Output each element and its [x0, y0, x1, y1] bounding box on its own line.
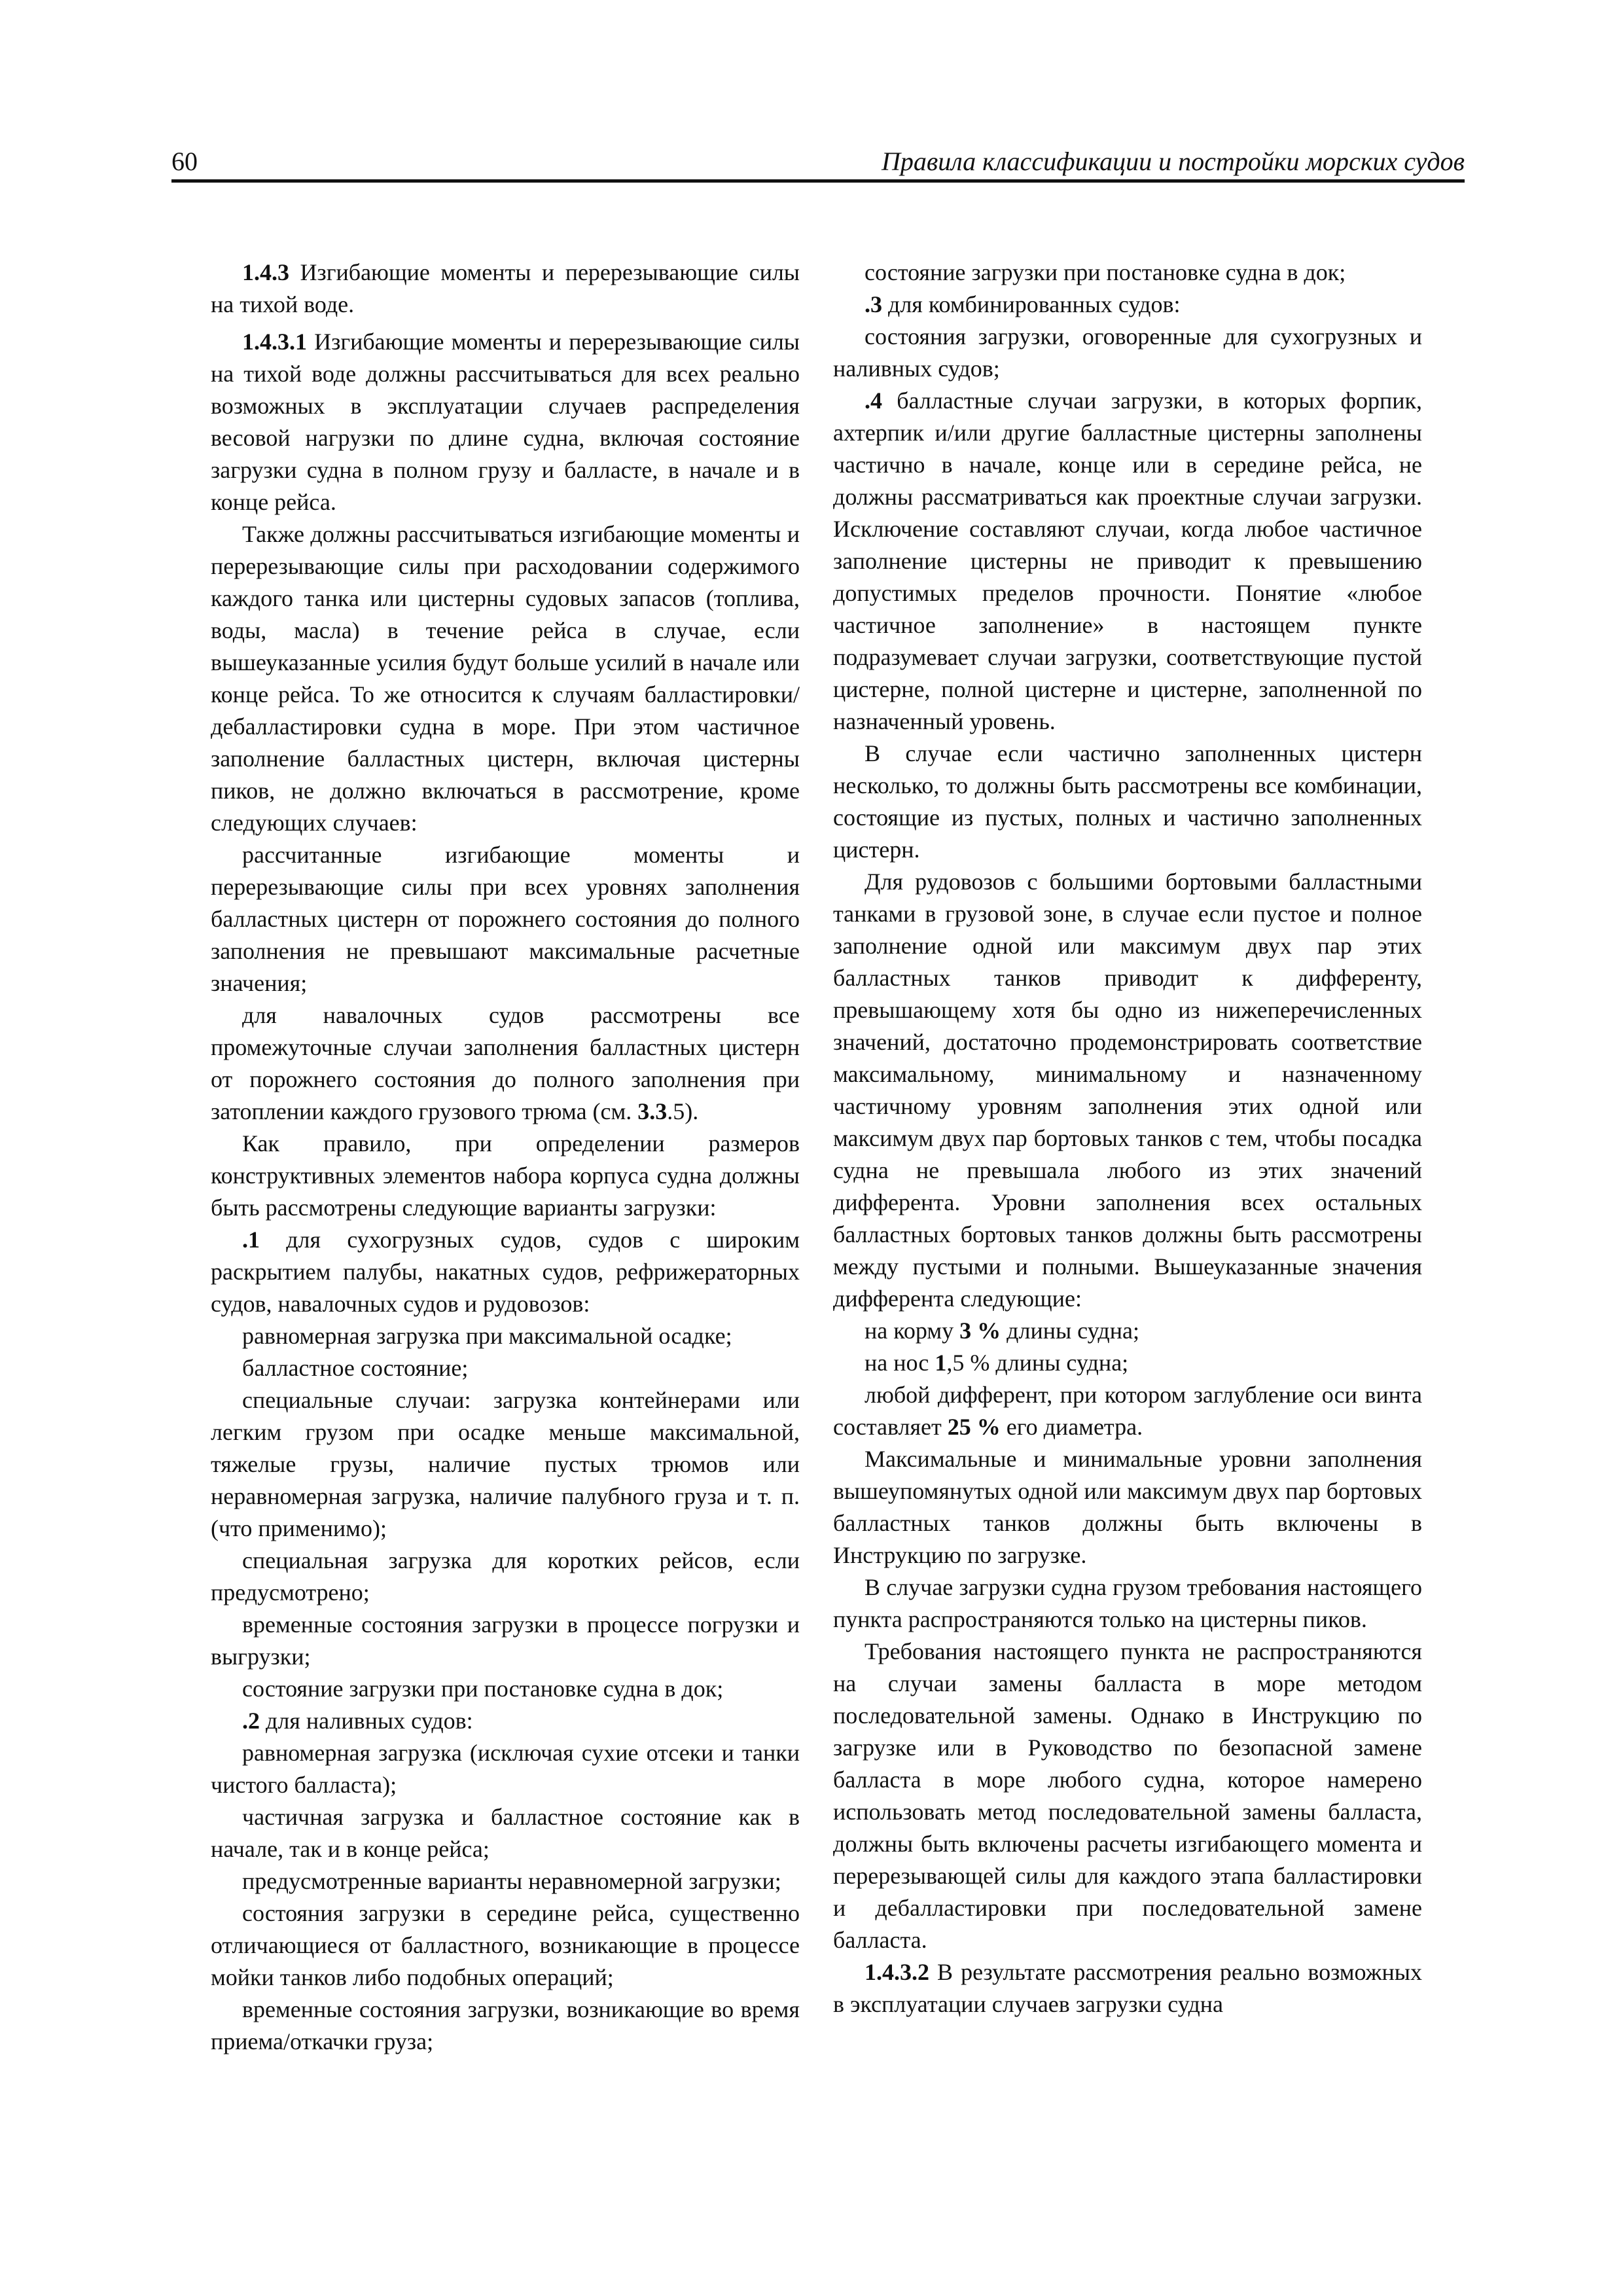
paragraph: для навалочных судов рассмотрены все промежуточные случаи заполнения балластных цистерн от порожнего состояния до полного заполнения при затоплении каждого грузового трюма (см. 3.3.5).: [211, 1002, 800, 1124]
trim-value-bow: на нос 1,5 % длины судна;: [865, 1350, 1129, 1376]
paragraph: временные состояния загрузки в процессе погрузки и выгрузки;: [211, 1611, 800, 1670]
paragraph: В случае загрузки судна грузом требования настоящего пункта распространяются только на цистерны пиков.: [833, 1574, 1422, 1632]
paragraph: В случае если частично заполненных цистерн несколько, то должны быть рассмотрены все комбинации, состоящие из пустых, полных и частично заполненных цистерн.: [833, 740, 1422, 863]
paragraph: частичная загрузка и балластное состояние как в начале, так и в конце рейса;: [211, 1804, 800, 1862]
paragraph: Как правило, при определении размеров конструктивных элементов набора корпуса судна должны быть рассмотрены следующие варианты загрузки:: [211, 1130, 800, 1221]
list-item-2: .2 для наливных судов:: [242, 1708, 473, 1734]
section-number: 1.4.3: [242, 259, 289, 285]
paragraph: специальная загрузка для коротких рейсов, если предусмотрено;: [211, 1547, 800, 1605]
section-number: 1.4.3.2: [865, 1959, 929, 1985]
item-number: .4: [865, 387, 882, 414]
list-item-4: .4 балластные случаи загрузки, в которых форпик, ахтерпик и/или другие балластные цистерны заполнены частично в начале, конце или в середине рейса, не должны рассматриваться как проектные случаи загрузки. Исключение составляют случаи, когда любое частичное заполнение цистерны не приводит к превышению допустимых пределов прочности. Понятие «любое частичное заполнение» в настоящем пункте подразумевает случаи загрузки, соответствующие пустой цистерне, полной цистерне и цистерне, заполненной по назначенный уровень.: [833, 387, 1422, 734]
paragraph: равномерная загрузка (исключая сухие отсеки и танки чистого балласта);: [211, 1740, 800, 1798]
paragraph: состояние загрузки при постановке судна в док;: [242, 1676, 724, 1702]
item-number: .2: [242, 1708, 260, 1734]
item-number: .1: [242, 1227, 260, 1253]
paragraph: предусмотренные варианты неравномерной загрузки;: [242, 1868, 781, 1894]
section-title: Изгибающие моменты и перерезывающие силы на тихой воде.: [211, 259, 800, 317]
paragraph: временные состояния загрузки, возникающие во время приема/откачки груза;: [211, 1996, 800, 2054]
paragraph-text: Изгибающие моменты и перерезывающие силы на тихой воде должны рассчитываться для всех реально возможных в эксплуатации случаев распределения весовой нагрузки по длине судна, включая состояние загрузки судна в полном грузу и балласте, в начале и в конце рейса.: [211, 329, 800, 515]
paragraph: специальные случаи: загрузка контейнерами или легким грузом при осадке меньше максимальной, тяжелые грузы, наличие пустых трюмов или неравномерная загрузка, наличие палубного груза и т. п. (что применимо);: [211, 1387, 800, 1541]
paragraph-1-4-3-2: 1.4.3.2 В результате рассмотрения реально возможных в эксплуатации случаев загрузки судна: [833, 1959, 1422, 2017]
list-item-3: .3 для комбинированных судов:: [865, 291, 1181, 317]
paragraph: Для рудовозов с большими бортовыми балластными танками в грузовой зоне, в случае если пустое и полное заполнение одной или максимум двух пар этих балластных танков приводит к дифференту, превышающему хотя бы одно из нижеперечисленных значений, достаточно продемонстрировать соответствие максимальному, минимальному и назначенному частичному уровням заполнения этих одной или максимум двух пар бортовых танков с тем, чтобы посадка судна не превышала любого из этих значений дифферента. Уровни заполнения всех остальных балластных бортовых танков должны быть рассмотрены между пустыми и полными. Вышеуказанные значения дифферента следующие:: [833, 869, 1422, 1312]
trim-value-stern: на корму 3 % длины судна;: [865, 1318, 1139, 1344]
paragraph: равномерная загрузка при максимальной осадке;: [242, 1323, 732, 1349]
page-number: 60: [171, 147, 198, 176]
section-number: 1.4.3.1: [242, 329, 307, 355]
left-column: [211, 257, 800, 2058]
trim-value-propeller: любой дифферент, при котором заглубление оси винта составляет 25 % его диаметра.: [833, 1382, 1422, 1440]
section-heading-1-4-3: [211, 257, 800, 321]
right-column: [833, 257, 1422, 2020]
list-item-1: .1 для сухогрузных судов, судов с широким раскрытием палубы, накатных судов, рефрижераторных судов, навалочных судов и рудовозов:: [211, 1227, 800, 1317]
paragraph-1-4-3-1: [211, 326, 800, 518]
paragraph: Также должны рассчитываться изгибающие моменты и перерезывающие силы при расходовании содержимого каждого танка или цистерны судовых запасов (топлива, воды, масла) в течение рейса в случае, если вышеуказанные усилия будут больше усилий в начале или конце рейса. То же относится к случаям балластировки/дебалластировки судна в море. При этом частичное заполнение балластных цистерн, включая цистерны пиков, не должно включаться в рассмотрение, кроме следующих случаев:: [211, 521, 800, 836]
cross-reference: 3.3: [637, 1098, 668, 1124]
running-title: Правила классификации и постройки морских судов: [881, 147, 1465, 176]
item-number: .3: [865, 291, 882, 317]
paragraph: Требования настоящего пункта не распространяются на случаи замены балласта в море методом последовательной замены. Однако в Инструкцию по загрузке или в Руководство по безопасной замене балласта в море любого судна, которое намерено использовать метод последовательной замены балласта, должны быть включены расчеты изгибающего момента и перерезывающей силы для каждого этапа балластировки и дебалластировки при последовательной замене балласта.: [833, 1638, 1422, 1953]
paragraph: рассчитанные изгибающие моменты и перерезывающие силы при всех уровнях заполнения балластных цистерн от порожнего состояния до полного заполнения не превышают максимальные расчетные значения;: [211, 842, 800, 996]
paragraph: Максимальные и минимальные уровни заполнения вышеупомянутых одной или максимум двух пар бортовых балластных танков должны быть включены в Инструкцию по загрузке.: [833, 1446, 1422, 1568]
paragraph: состояния загрузки, оговоренные для сухогрузных и наливных судов;: [833, 323, 1422, 382]
paragraph: состояния загрузки в середине рейса, существенно отличающиеся от балластного, возникающие в процессе мойки танков либо подобных операций;: [211, 1900, 800, 1990]
paragraph: состояние загрузки при постановке судна в док;: [865, 259, 1346, 285]
paragraph: балластное состояние;: [242, 1355, 469, 1381]
running-header: [171, 145, 1465, 183]
